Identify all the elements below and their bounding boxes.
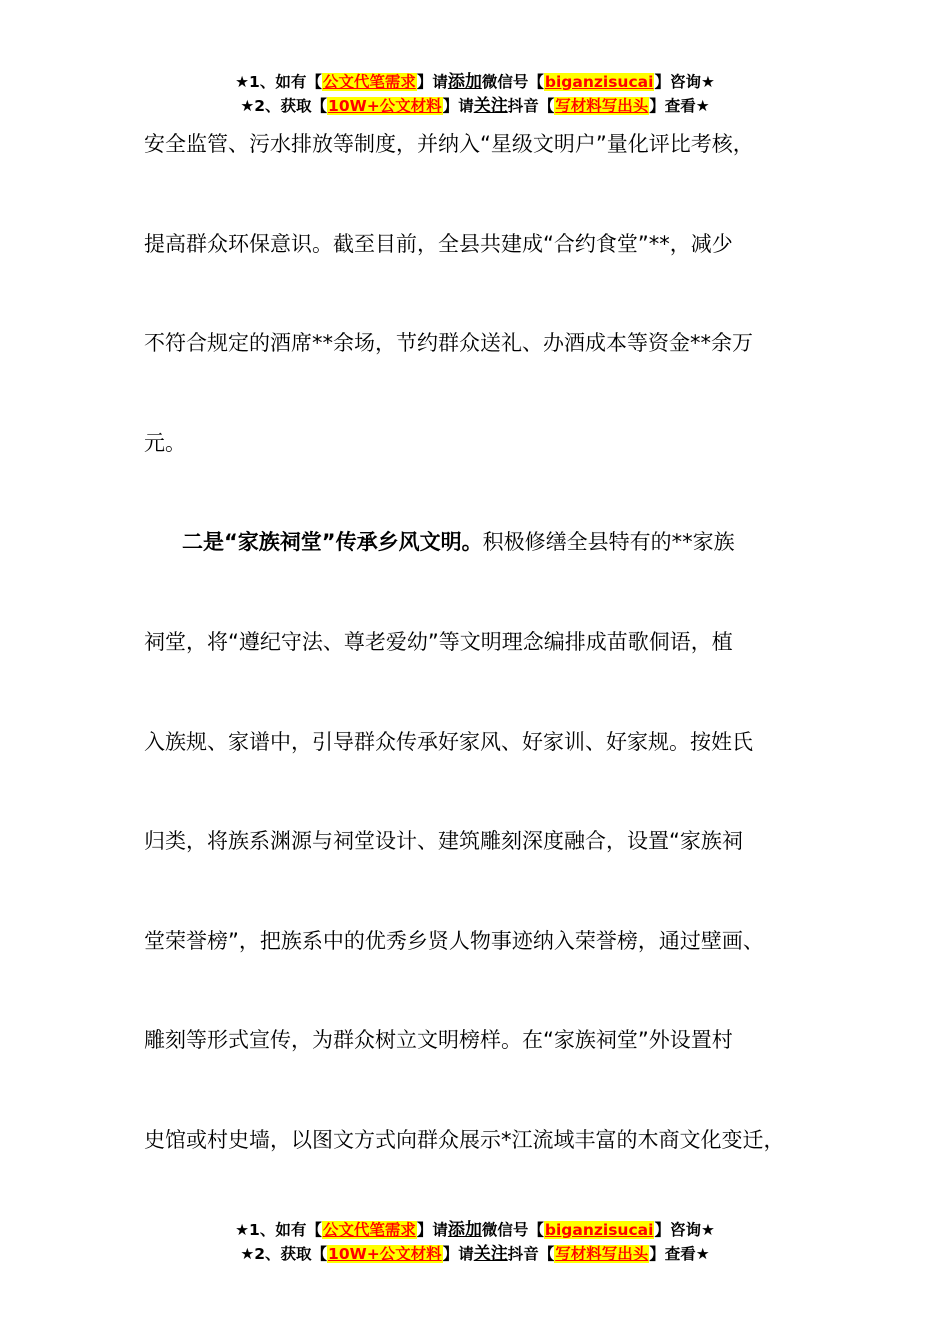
body-line: 归类，将族系渊源与祠堂设计、建筑雕刻深度融合，设置“家族祠 xyxy=(144,829,743,854)
banner-highlight-materials: 10W+公文材料 xyxy=(328,97,442,115)
banner-highlight-materials: 10W+公文材料 xyxy=(328,1245,442,1263)
banner-line-1 xyxy=(0,1218,950,1242)
banner-emphasis: 添加 xyxy=(447,1220,482,1240)
banner-line-1 xyxy=(0,70,950,94)
header-banner xyxy=(0,70,950,118)
footer-banner xyxy=(0,1218,950,1266)
body-line: 不符合规定的酒席**余场，节约群众送礼、办酒成本等资金**余万 xyxy=(144,331,753,356)
body-line: 入族规、家谱中，引导群众传承好家风、好家训、好家规。按姓氏 xyxy=(144,729,753,754)
banner-text: 微信号【 xyxy=(481,73,544,91)
banner-emphasis: 关注 xyxy=(473,1244,508,1264)
body-line: 提高群众环保意识。截至目前，全县共建成“合约食堂”**，减少 xyxy=(144,231,733,256)
banner-emphasis: 关注 xyxy=(473,96,508,116)
banner-text: 】咨询★ xyxy=(654,1221,715,1239)
banner-line-2 xyxy=(0,1242,950,1266)
body-line: 堂荣誉榜”，把族系中的优秀乡贤人物事迹纳入荣誉榜，通过壁画、 xyxy=(144,928,764,953)
paragraph-2-first-line xyxy=(144,530,834,630)
banner-emphasis: 添加 xyxy=(447,72,482,92)
banner-text: 微信号【 xyxy=(481,1221,544,1239)
banner-text: 】查看★ xyxy=(649,97,710,115)
document-body xyxy=(144,132,834,1228)
banner-text: ★2、获取【 xyxy=(240,1245,328,1263)
banner-text: 】请 xyxy=(416,1221,448,1239)
body-line: 祠堂，将“遵纪守法、尊老爱幼”等文明理念编排成苗歌侗语，植 xyxy=(144,629,733,654)
banner-text: 】请 xyxy=(442,97,474,115)
paragraph-2-text: 积极修缮全县特有的**家族 xyxy=(482,530,735,555)
banner-text: 】咨询★ xyxy=(654,73,715,91)
banner-highlight-douyin: 写材料写出头 xyxy=(555,1245,649,1263)
banner-highlight-service: 公文代笔需求 xyxy=(322,1221,416,1239)
banner-text: 抖音【 xyxy=(507,97,555,115)
paragraph-2-heading: 二是“家族祠堂”传承乡风文明。 xyxy=(182,530,483,555)
body-line: 史馆或村史墙，以图文方式向群众展示*江流域丰富的木商文化变迁， xyxy=(144,1127,785,1152)
banner-text: 抖音【 xyxy=(507,1245,555,1263)
banner-text: ★1、如有【 xyxy=(235,73,322,91)
body-line: 安全监管、污水排放等制度，并纳入“星级文明户”量化评比考核， xyxy=(144,132,754,156)
banner-highlight-service: 公文代笔需求 xyxy=(322,73,416,91)
banner-text: ★1、如有【 xyxy=(235,1221,322,1239)
banner-text: 】请 xyxy=(416,73,448,91)
banner-text: ★2、获取【 xyxy=(240,97,328,115)
body-line: 元。 xyxy=(144,430,186,455)
banner-highlight-douyin: 写材料写出头 xyxy=(555,97,649,115)
banner-highlight-wechat: biganzisucai xyxy=(544,1221,654,1239)
body-line: 雕刻等形式宣传，为群众树立文明榜样。在“家族祠堂”外设置村 xyxy=(144,1028,733,1053)
banner-text: 】查看★ xyxy=(649,1245,710,1263)
banner-highlight-wechat: biganzisucai xyxy=(544,73,654,91)
banner-line-2 xyxy=(0,94,950,118)
banner-text: 】请 xyxy=(442,1245,474,1263)
